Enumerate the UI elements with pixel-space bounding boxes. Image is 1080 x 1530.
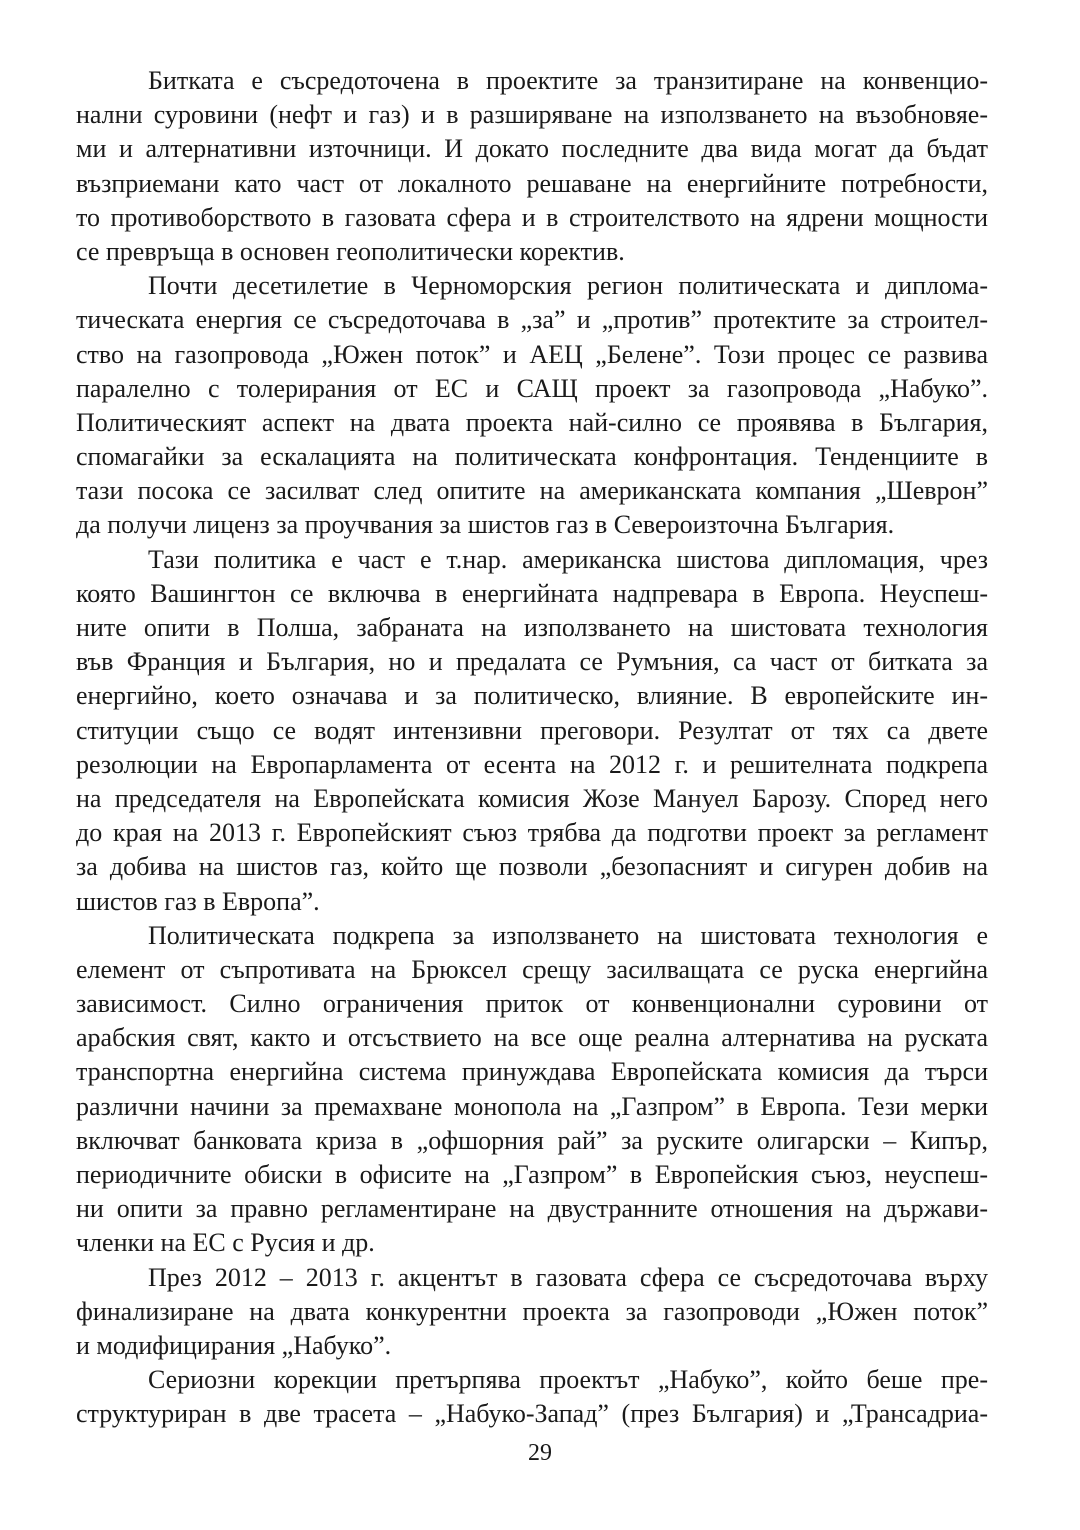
- text-line: която Вашингтон се включва в енергийната надпревара в Европа. Неуспеш-: [76, 578, 988, 608]
- text-line: Политическият аспект на двата проекта най-силно се проявява в България,: [76, 407, 988, 437]
- text-line: Сериозни корекции претърпява проектът „Набуко”, който беше пре-: [148, 1365, 988, 1395]
- text-line: резолюции на Европарламента от есента на 2012 г. и решителната подкрепа: [76, 749, 988, 779]
- text-line: нални суровини (нефт и газ) и в разширяване на използването на възобновяе-: [76, 100, 988, 130]
- text-line: елемент от съпротивата на Брюксел срещу засилващата се руска енергийна: [76, 954, 988, 984]
- text-line: спомагайки за ескалацията на политическата конфронтация. Тенденциите в: [76, 442, 988, 472]
- text-line: и модифицирания „Набуко”.: [76, 1330, 392, 1360]
- text-line: Битката е съсредоточена в проектите за транзитиране на конвенцио-: [148, 66, 988, 95]
- text-line: транспортна енергийна система принуждава Европейската комисия да търси: [76, 1057, 988, 1087]
- text-line: ни опити за правно регламентиране на двустранните отношения на държави-: [76, 1194, 988, 1224]
- text-line: тази посока се засилват след опитите на американската компания „Шеврон”: [76, 476, 988, 506]
- text-line: то противоборството в газовата сфера и в строителството на ядрени мощности: [76, 202, 988, 232]
- text-line: възприемани като част от локалното решаване на енергийните потребности,: [76, 168, 988, 198]
- text-line: енергийно, което означава и за политическо, влияние. В европейските ин-: [76, 681, 988, 711]
- text-line: Политическата подкрепа за използването на шистовата технология е: [148, 920, 988, 950]
- text-line: ните опити в Полша, забраната на използването на шистовата технология: [76, 613, 988, 642]
- text-line: ство на газопровода „Южен поток” и АЕЦ „Белене”. Този процес се развива: [76, 339, 988, 369]
- text-line: различни начини за премахване монопола на „Газпром” в Европа. Тези мерки: [76, 1091, 988, 1121]
- text-line: паралелно с толерирания от ЕС и САЩ проект за газопровода „Набуко”.: [76, 373, 988, 403]
- text-line: да получи лиценз за проучвания за шистов газ в Североизточна България.: [76, 510, 895, 540]
- text-line: През 2012 – 2013 г. акцентът в газовата сфера се съсредоточава върху: [148, 1262, 988, 1292]
- text-line: Тази политика е част е т.нар. американска шистова дипломация, чрез: [148, 544, 988, 574]
- text-line: на председателя на Европейската комисия Жозе Мануел Барозу. Според него: [76, 783, 988, 813]
- text-line: за добива на шистов газ, който ще позволи „безопасният и сигурен добив на: [76, 852, 988, 882]
- text-line: във Франция и България, но и предалата се Румъния, са част от битката за: [76, 647, 988, 677]
- text-line: структуриран в две трасета – „Набуко-Запад” (през България) и „Трансадриа-: [76, 1399, 988, 1429]
- text-line: до края на 2013 г. Европейският съюз трябва да подготви проект за регламент: [76, 818, 988, 848]
- text-line: Почти десетилетие в Черноморския регион политическата и диплома-: [148, 271, 988, 301]
- page-number: 29: [528, 1440, 552, 1466]
- text-line: включват банковата криза в „офшорния рай” за руските олигарски – Кипър,: [76, 1125, 988, 1155]
- text-line: ми и алтернативни източници. И докато последните два вида могат да бъдат: [76, 134, 988, 164]
- body-text: [76, 64, 988, 1432]
- text-line: арабския свят, както и отсъствието на все още реална алтернатива на руската: [76, 1023, 988, 1053]
- text-line: финализиране на двата конкурентни проекта за газопроводи „Южен поток”: [76, 1296, 988, 1326]
- text-line: периодичните обиски в офисите на „Газпром” в Европейския съюз, неуспеш-: [76, 1160, 988, 1189]
- text-line: ституции също се водят интензивни преговори. Резултат от тях са двете: [76, 715, 988, 745]
- text-line: се превръща в основен геополитически коректив.: [76, 236, 625, 266]
- text-line: шистов газ в Европа”.: [76, 886, 320, 916]
- text-line: членки на ЕС с Русия и др.: [76, 1228, 375, 1258]
- text-line: тическата енергия се съсредоточава в „за” и „против” протектите за строител-: [76, 305, 988, 335]
- text-line: зависимост. Силно ограничения приток от конвенционални суровини от: [76, 989, 988, 1019]
